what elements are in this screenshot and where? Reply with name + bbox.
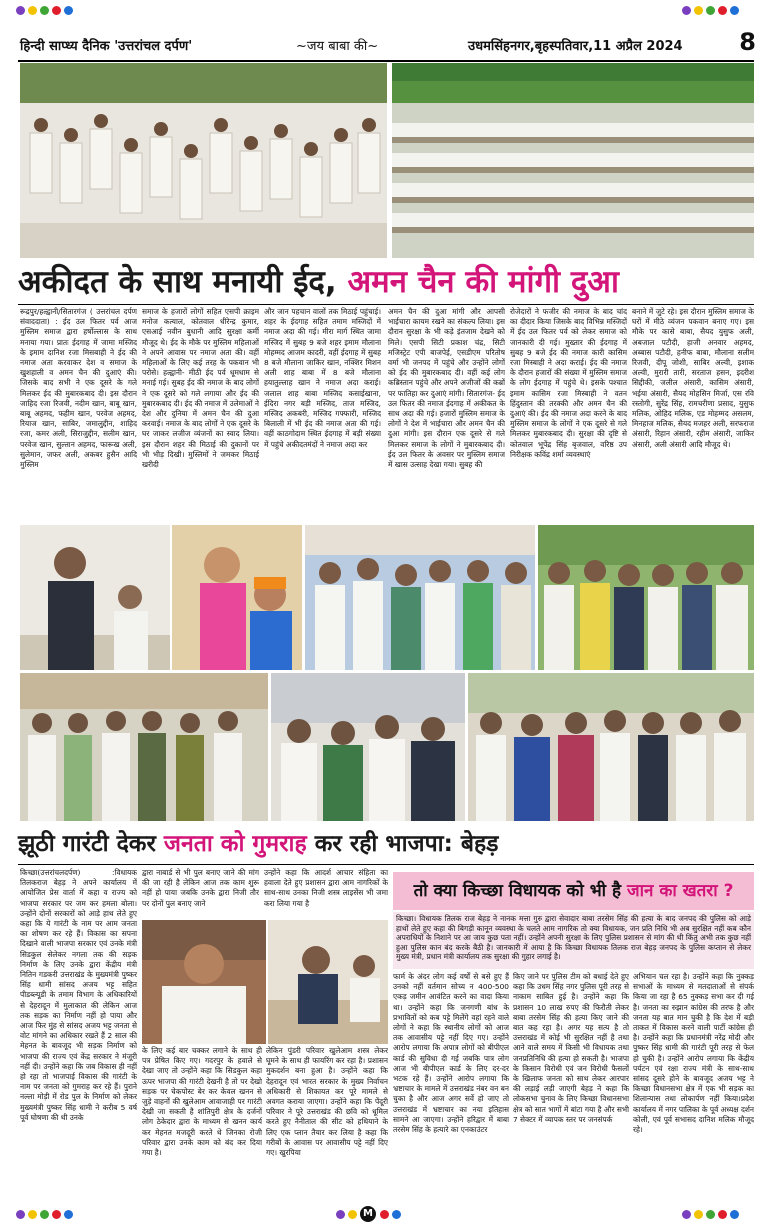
footer-dots-left: [16, 1210, 73, 1219]
color-dot: [730, 1210, 739, 1219]
footer-dots-center-right: [380, 1210, 401, 1219]
story-behad-col-4: फार्म के अंदर लोग कई वर्षों से बसे हुए हैं उनको नहीं वर्तमान सोच्य न 400-500 एकड़ जमीन आवंटित करने का वादा किया था। उन्होंने कहा कि जनगणी बांध के प्रभावितों को कब पट्टे मिलेंगे वहां रहने वाले लोगों ने कहा कि स्थानीय लोगों को आज तक आवासीय पट्टे नहीं दिए गए। उन्होंने आरोप लगाया कि अपात्र लोगों को बीपीएल कार्ड की सुविधा दी गई जबकि पात्र लोग आज भी बीपीएल कार्ड के लिए दर-दर भटक रहे हैं। उन्होंने आरोप लगाया कि भ्रष्टाचार के मामले में उत्तराखंड नंबर वन बन चुका है और आज अगर सर्वे हो जाए तो उत्तराखंड में भ्रष्टाचार का नया इतिहास सामने आ जाएगा। उन्होंने हरिद्वार में बाबा तरसेम सिंह के हत्यारे का एनकाउंटर: [393, 972, 509, 1135]
photo-eid-crowd-left: [20, 63, 387, 258]
footer-dots-center-left: [336, 1210, 357, 1219]
dateline: उधमसिंहनगर,बृहस्पतिवार,11 अप्रैल 2024: [468, 39, 683, 54]
story-behad-col-3-top: उन्होंने कहा कि आदर्श आचार संहिता का हवाला देते हुए प्रशासन द्वारा आम नागरिकों के साथ-साथ उनका निजी शस्त्र लाइसेंस भी जमा करा लिया गया है: [264, 868, 388, 908]
photo-press-conference: [268, 920, 388, 1044]
story-eid-col-6: बनाने में जुटे रहे। इस दौरान मुस्लिम समाज के घरों में मीठे व्यंजन पकवान बनाए गए। इस मौके पर कासे बाबा, सैयद युसुफ अली, अबजाल पटौदी, हाजी अनवार अहमद, अब्बास पटौदी, हनीफ बाबा, मौलाना सलीम रिजवी, दीपू जोशी, साबिर अल्वी, इशाक अल्वी, मुरारी तारी, सरताज हसन, इदरीश सिद्दीकी, जलील अंसारी, कासिम अंसारी, भईया अंसारी, सैयद मोहसिन मिर्जा, एस रवि रस्तोगी, सुरेंद्र सिंह, रामचरीणा प्रसाद, युसुफ मलिक, ओहिद मलिक, एड मोहम्मद असलम, मिनहाज मलिक, सैयद मजहर अली, सरफराज अंसारी, रिहान अंसारी, रहीम अंसारी, जाकिर अंसारी, अली अंसारी आदि मौजूद थे।: [632, 307, 754, 449]
footer-bar: [0, 1202, 770, 1226]
story-behad-col-6: अभियान चल रहा है। उन्होंने कहा कि नुक्कड़ सभाओं के माध्यम से मतदाताओं से संपर्क किया जा रहा है 65 नुक्कड़ सभा कर दी गई है। जनता का रुझान कांग्रेस की तरफ है और जनता यह बात मान चुकी है कि देश में बड़ी ताकत में विकास करने वाली पार्टी कांग्रेस ही है। उन्होंने कहा कि प्रधानमंत्री नरेंद्र मोदी और पुष्कर सिंह धामी की गारंटी पूरी तरह से फेल हो चुकी है। उन्होंने आरोप लगाया कि केंद्रीय पर्यटन एवं रक्षा राज्य मंत्री के साथ-साथ सांसद दूसरे होने के बावजूद अजय भट्ट ने किच्छा विधानसभा क्षेत्र में एक भी सड़क का शिलान्यास तथा लोकार्पण नहीं किया।प्रदेश कार्यालय में नगर पालिका के पूर्व अध्यक्ष दर्शन कोली, एवं पूर्व सभासद दानिश मलिक मौजूद रहे।: [633, 972, 754, 1135]
color-dot: [706, 1210, 715, 1219]
color-dot: [16, 1210, 25, 1219]
headline-eid: [18, 262, 754, 302]
story-behad-col-1: किच्छा(उत्तरांचलदर्पण) :विधायक तिलकराज बेहड़ ने अपने कार्यालय में आयोजित प्रेस वार्ता में कहा व राज्य को भाजपा सरकार पर जम कर हमला बोला। उन्होंने दोनों सरकारों को आड़े हाथ लेते हुए कहा कि ये गारंटी के नाम पर आम जनता का शोषण कर रहे हैं। विकास का सपना दिखाने वाली भाजपा सरकार एवं उनके मंत्री सिडकुल सेलेकर नगला तक की सड़क निर्माण के लिए उनके द्वारा केंद्रीय मंत्री नितिन गडकरी उत्तराखंड के मुख्यमंत्री पुष्कर सिंह धामी सांसद अजय भट्ट सहित पीडब्ल्यूडी के तमाम विभाग के अधिकारियों से देहरादून में मुलाकात की लेकिन आज तक सड़क का निर्माण नहीं हो पाया और आज फिर मुंह से सांसद अजय भट्ट जनता से वोट मांगने का अधिकार रखते हैं 2 साल की मेहनत के बावजूद भी सड़क निर्माण को भाजपा की राज्य एवं केंद्र सरकार ने मंजूरी नहीं दी। उन्होंने कहा कि जब विकास ही नहीं हो रहा तो भाजपाई विकास की गारंटी के नाम पर जनता को गुमराह कर रहे हैं। पुराने नल्ला मोड़ी में रोड पुल के निर्माण को लेकर मुख्यमंत्री पुष्कर सिंह धामी ने करीब 5 वर्ष पूर्व घोषणा की थी उनके: [20, 868, 137, 1122]
photo-children-eid: [172, 525, 302, 670]
headline-part-highlight: अमन चैन की मांगी दुआ: [347, 264, 619, 300]
photo-eid-crowd-right: [392, 63, 754, 258]
headline-rule: [18, 304, 754, 305]
story-eid-col-5: रोजेदारों ने फजीर की नमाज के बाद चांद का दीदार किया जिसके बाद विभिन्न मस्जिदों में ईद उल फितर पर्व को लेकर समाज को जानकारी दी गई। मुख्तार की ईदगाह में सुबह 9 बजे ईद की नमाज कारी कासिम रजा मिस्बाही ने अदा कराई। ईद की नमाज के दौरान हजारों की संख्या में मुस्लिम समाज के लोग ईदगाह में पहुंचे थे। इसके पश्चात इमाम कासिम रजा मिस्बाही ने वतन हिंदुस्तान की तरक्की और अमन चैन की दुआएं की। ईद की नमाज अदा करने के बाद मुस्लिम समाज के लोगों ने एक दूसरे से गले मिलकर मुबारकबाद दी। सुरक्षा की दृष्टि से कोतवाल भूपेंद्र सिंह बृजवाल, वरिष्ठ उप निरीक्षक कविंद्र शर्मा व्यवस्थाएं: [510, 307, 627, 459]
photo-group-leaders: [305, 525, 535, 670]
color-dot: [52, 1210, 61, 1219]
color-dot: [28, 1210, 37, 1219]
story-eid-col-2: समाज के हजारों लोगों सहित एसपी क्राइम मनोज कत्याल, कोतवाल धीरेन्द्र कुमार, एसआई नवीन बुधानी आदि सुरक्षा कर्मी मौजूद थे। ईद के मौके पर मुस्लिम महिलाओं ने अपने आवास पर नमाज अता की। वहीं महिलाओं के लिए कई तरह के पकवान भी परोसे। हल्द्वानी- मीठी ईद पर्व धूमधाम से मनाई गई। सुबह ईद की नमाज के बाद लोगों ने एक दूसरे को गले लगाया और ईद की मुबारकबाद दी। ईद की नमाज में उलेमाओं ने देश और दुनिया में अमन चैन की दुआ करवाई। नमाज के बाद लोगों ने एक दूसरे के घर जाकर लजीज व्यंजनों का स्वाद लिया। इस दौरान शहर की मिठाई की दुकानों पर भी भीड़ दिखी। मुस्लिमों ने जमकर मिठाई खरीदी: [142, 307, 259, 470]
photo-group-outdoor: [538, 525, 754, 670]
side-box-title-part: तो क्या किच्छा विधायक को भी है: [413, 881, 622, 901]
photo-leaders-meeting: [468, 673, 754, 821]
headline-part: अकीदत के साथ मनायी ईद,: [18, 264, 337, 300]
photo-men-with-child: [20, 525, 170, 670]
headline-part: झूठी गारंटी देकर: [18, 831, 156, 857]
newspaper-title: हिन्दी साप्ध्य दैनिक 'उत्तरांचल दर्पण': [20, 39, 193, 54]
photo-prayer-gathering: [271, 673, 465, 821]
header-rule: [18, 60, 754, 62]
side-box-lead: किच्छा। विधायक तिलक राज बेहड़ ने नानक मत्ता गुरु द्वारा सेवादार बाबा तरसेम सिंह की हत्या के बाद जनपद की पुलिस को आड़े हाथों लेते हुए कहा की बिगड़ी कानून व्यवस्था के चलते आम नागरिक तो क्या विधायक, जन प्रति निधि भी अब सुरक्षित नहीं कब कौन अपराधियों के निशाने पर आ जाय कुछ पता नहीं। उन्होंने अपनी सुरक्षा के लिए पुलिस प्रशासन से मांग की थी किंतु अभी तक कुछ नहीं हुआ पुलिस कान बंद करके बैठी है। जानकारी में आया है कि किच्छा विधायक तिलक राज बेहड़ जनपद के पुलिस कप्तान से लेकर मुख्य मंत्री, प्रधान मंत्री कार्यालय तक सुरक्षा की गुहार लगाई है।: [393, 912, 754, 969]
color-dot: [718, 1210, 727, 1219]
center-slogan: ~जय बाबा की~: [296, 39, 379, 54]
color-dot: [380, 1210, 389, 1219]
color-dot: [392, 1210, 401, 1219]
story-behad-col-2-top: द्वारा नाबार्ड से भी पुल बनाए जाने की मांग की जा रही है लेकिन आज तक काम शुरू नहीं हो पाया जबकि उनके द्वारा निजी तौर पर दोनों पुल बनाए जाने: [142, 868, 259, 908]
side-box-title-highlight: जान का खतरा ?: [626, 881, 734, 901]
footer-dots-right: [682, 1210, 739, 1219]
color-dot: [694, 1210, 703, 1219]
story-behad-col-3-bottom: लेकिन पुंडरी परिवार खुलेआम शस्त्र लेकर घूमने के साथ ही फायरिंग कर रहा है। प्रशासन मुकदर्शन बना हुआ है। उन्होंने कहा कि देहरादून एवं भारत सरकार के मुख्य निर्वाचन अधिकारी से शिकायत कर पूरे मामले से अवगत कराया जाएगा। उन्होंने कहा कि पेंदूरी परिवार ने पूरे उत्तराखंड की छवि को धूमिल करते हुए नैनीताल की सीट को हथियाने के लिए एक प्लान तैयार कर लिया है कहा कि गरीबों के आवास पर आवासीय पट्टे नहीं दिए गए। खुरपिया: [266, 1046, 388, 1158]
story-eid-col-1: रूद्रपुर/हल्द्वानी/सितारगंज ( उत्तरांचल दर्पण संवाददाता) : ईद उल फितर पर्व आज मुस्लिम समाज द्वारा हर्षोल्लास के साथ मनाया गया। प्रातः ईदगाह में जामा मस्जिद के इमाम दानिश रजा मिसबाही ने ईद की नमाज अता करवाकर देश व समाज के खुशहाली व अमन चैन की दुआएं की। जिसके बाद सभी ने एक दूसरे के गले मिलकर ईद की मुबारकबाद दी। इस दौरान जाहिद रजा रिजवी, नदीम खान, बाबू खान, बाबू अहमद, फहीम खान, परवेज अहमद, रियाज खान, साबिर, जमालुद्दीन, शाहिद रजा, कमर अली, सिराजुद्दीन, सलीम खान, परवेज खान, सुल्तान अहमद, फारूख अली, सुलेमान, जफर अली, अकबर हुसैन आदि मुस्लिम: [20, 307, 137, 470]
color-dot: [40, 1210, 49, 1219]
story-behad-col-2-bottom: के लिए कई बार चक्कर लगाने के साथ ही पत्र प्रेषित किए गए। गदरपुर के हवाले से देखा जाए तो उन्होंने कहा कि सिडकुल कहा ऊपर भाजपा की गारंटी देखनी है तो पर देखो सड़क पर चेकपोस्ट बेर कर केवल खनन से जुड़े वाहनों की खुलेआम आवाजाही पर गारंटी देखी जा सकती है शांतिपुरी क्षेत्र के दर्जनों लोग ठेकेदार द्वारा के माध्यम से खनन कार्य कर मेहनत मजदूरी करते थे जिनका रोजी परिवार द्वारा उनके काम को बंद कर दिया गया है।: [142, 1046, 262, 1158]
story-eid-col-3: और जान पहचान वालों तक मिठाई पहुंचाई। शहर के ईदगाह सहित तमाम मस्जिदों में नमाज अदा की गई। मीरा मार्ग स्थित जामा मस्जिद में सुबह 9 बजे शहर इमाम मौलाना मोहम्मद आजम कादरी, वहीं ईदगाह में सुबह 8 बजे मौलाना जाकिर खान, नक्शिर मिशन अली शाह बाबा में 8 बजे मौलाना हयातुल्लाह खान ने नमाज अदा कराई। जलाल शाह बाबा मस्जिद कसाईखाना, ईदिरा नगर बड़ी मस्जिद, ताज मस्जिद, मस्जिद अकबरी, मस्जिद गफ्फारी, मस्जिद बिलाली में भी ईद की नमाज अता की गई। वहीं काठगोदाम स्थित ईदगाह में बड़ी संख्या में पहुंचे अकीदतमंदों ने नमाज अदा कर: [264, 307, 381, 449]
color-dot: [348, 1210, 357, 1219]
footer-logo: M: [360, 1206, 376, 1222]
story-eid-col-4: अमन चैन की दुआ मांगी और आपसी भाईचारा कायम रखने का संकल्प लिया। इस दौरान सुरक्षा के भी कड़े इंतजाम देखने को मिले। एसपी सिटी प्रकाश चंद्र, सिटी मजिस्ट्रेट एपी बाजपेई, एसडीएम परितोष वर्मा भी जनपद में पहुंचे और उन्होंने लोगों को ईद की मुबारकबाद दी। वहीं कई लोग कब्रिस्तान पहुंचे और अपने अजीजों की कब्रों पर फातिहा कर दुआएं मांगी। सितारगंज- ईद उल फितर की नमाज ईदगाह में अकीकत के साथ अदा की गई। हजारों मुस्लिम समाज के लोगों ने देश में भाईचारा और अमन चैन की दुआ मांगी। इस दौरान एक दूसरे से गले मिलकर समाज के लोगों ने मुबारकबाद दी। ईद उल फितर के अवसर पर मुस्लिम समाज में खास उत्साह देखा गया। सुबह की: [388, 307, 505, 470]
headline-part-highlight: जनता को गुमराह: [163, 831, 307, 857]
masthead: [0, 14, 770, 60]
photo-behad-portrait: [142, 920, 266, 1044]
headline-behad: [18, 826, 754, 862]
headline-part: कर रही भाजपा: बेहड़: [314, 831, 499, 857]
color-dot: [64, 1210, 73, 1219]
photo-officials-group: [20, 673, 268, 821]
color-dot: [682, 1210, 691, 1219]
headline-rule: [18, 864, 754, 865]
color-dot: [336, 1210, 345, 1219]
page-number: 8: [739, 28, 756, 56]
side-box-title: [393, 872, 754, 910]
story-behad-col-5: किए जाने पर पुलिस टीम को बधाई देते हुए कहा कि उधम सिंह नगर पुलिस पूरी तरह से नाकाम साबित हुई है। उन्होंने कहा कि प्रशासन 10 लाख रुपए की फिरौती लेकर बाबा तरसेम सिंह की हत्या किए जाने की बात कह रहा है। अगर यह सत्य है तो उत्तराखंड में कोई भी सुरक्षित नहीं है तथा आने वाले समय में किसी भी विधायक तथा जनप्रतिनिधि की हत्या हो सकती है। भाजपा के किसान विरोधी एवं जन विरोधी फैसलों के खिलाफ जनता को साथ लेकर आरपार की लड़ाई लड़ी जाएगी बेहड़ ने कहा कि लोकसभा चुनाव के लिए किच्छा विधानसभा क्षेत्र को सात भागों में बांटा गया है और सभी 7 सेक्टर में व्यापक स्तर पर जनसंपर्क: [513, 972, 629, 1124]
